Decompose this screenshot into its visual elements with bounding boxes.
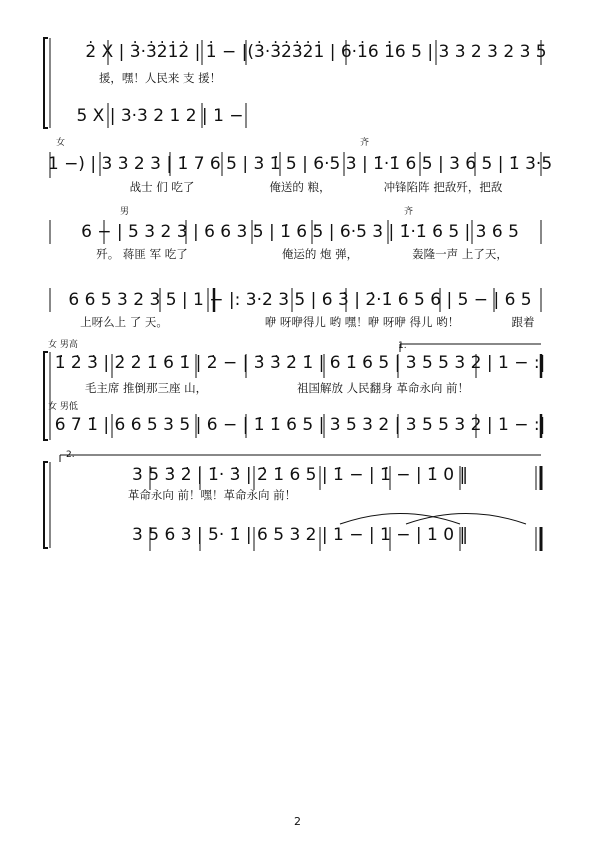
lyrics-s3-a: 歼。 蒋匪 军 吃了 <box>96 247 188 261</box>
marking-female-male-low: 女 男低 <box>48 402 78 412</box>
marking-female-male-high: 女 男高 <box>48 340 78 350</box>
notes-s6-lower: 3 5 6 3 | 5· 1̇ | 6 5 3 2 | 1 − | 1 − | 1 0 ‖ <box>132 525 468 545</box>
lyrics-s2-a: 战士 们 吃了 <box>129 180 195 194</box>
lyrics-s6: 革命永向 前！嘿！革命永向 前！ <box>127 488 297 502</box>
system-brace-1 <box>44 38 48 128</box>
notes-s2: 1 −) | 3 3 2 3 | 1̇ 7 6 5 | 3 1̇ 5 | 6·5 3 | 1̇·1̇ 6 5 | 3 6 5 | 1̇ 3·5 <box>47 154 553 174</box>
system-brace-6 <box>44 462 48 548</box>
lyrics-s2-b: 俺送的 粮， <box>269 180 331 194</box>
lyrics-s3-b: 俺运的 炮 弹， <box>281 247 359 261</box>
marking-together-2: 齐 <box>404 207 414 217</box>
notes-s6-upper: 3 5 3̇ 2̇ | 1̇· 3̇ | 2̇ 1̇ 6 5 | 1̇ − | 1̇ − | 1̇ 0 ‖ <box>132 465 468 485</box>
lyrics-s3-c: 轰隆一声 上了天， <box>412 247 508 261</box>
marking-male-1: 男 <box>120 207 130 217</box>
lyrics-s4-a: 上呀么上 了 天。 <box>80 315 168 329</box>
page-number: 2 <box>294 815 301 828</box>
notes-s1-upper: 2̇ X | 3̇·3̇2̇1̇2̇ | 1̇ − |(3̇·3̇2̇3̇2̇1̇ | 6·1̇6 1̇6 5 | 3 3 2 3 2 3 5 <box>85 42 547 62</box>
lyrics-s1-upper: 援，嘿！人民来 支 援！ <box>98 71 222 85</box>
marking-ending-2: 2. <box>66 450 75 460</box>
lyrics-s4-c: 跟着 <box>511 315 535 329</box>
marking-female-1: 女 <box>56 138 66 148</box>
notes-s5-lower: 6 7 1̇ | 6 6 5 3 5 | 6 − | 1̇ 1̇ 6 5 | 3 5 3 2 | 3 5 5 3 2 | 1 − :| <box>54 415 546 435</box>
notes-s3: 6 − | 5 3 2 3 | 6 6 3 5 | 1̇ 6 5 | 6·5 3 | 1̇·1̇ 6 5 | 3 6 5 <box>81 222 519 242</box>
lyrics-s5-a: 毛主席 推倒那三座 山， <box>84 381 208 395</box>
lyrics-s2-c: 冲锋陷阵 把敌歼，把敌 <box>383 180 503 194</box>
notes-s5-upper: 1̇ 2̇ 3̇ | 2̇ 2̇ 1̇ 6 1̇ | 2̇ − | 3̇ 3̇ 2̇ 1̇ | 6 1̇ 6 5 | 3 5 5 3 2 | 1 − :| <box>54 353 546 373</box>
notes-s1-lower: 5 X | 3·3 2 1 2 | 1 − <box>76 106 244 126</box>
notes-s4: 6 6 5 3 2 3 5 | 1 − |: 3·2 3 5 | 6 3̇ | 2̇·1̇ 6 5 6 | 5 − | 6 5 <box>68 290 532 310</box>
marking-together-1: 齐 <box>360 138 370 148</box>
lyrics-s4-b: 咿 呀咿得儿 哟 嘿！咿 呀咿 得儿 哟！ <box>264 315 460 329</box>
lyrics-s5-b: 祖国解放 人民翻身 革命永向 前！ <box>297 381 469 395</box>
system-brace-5 <box>44 352 48 440</box>
marking-ending-1: 1. <box>398 341 407 351</box>
